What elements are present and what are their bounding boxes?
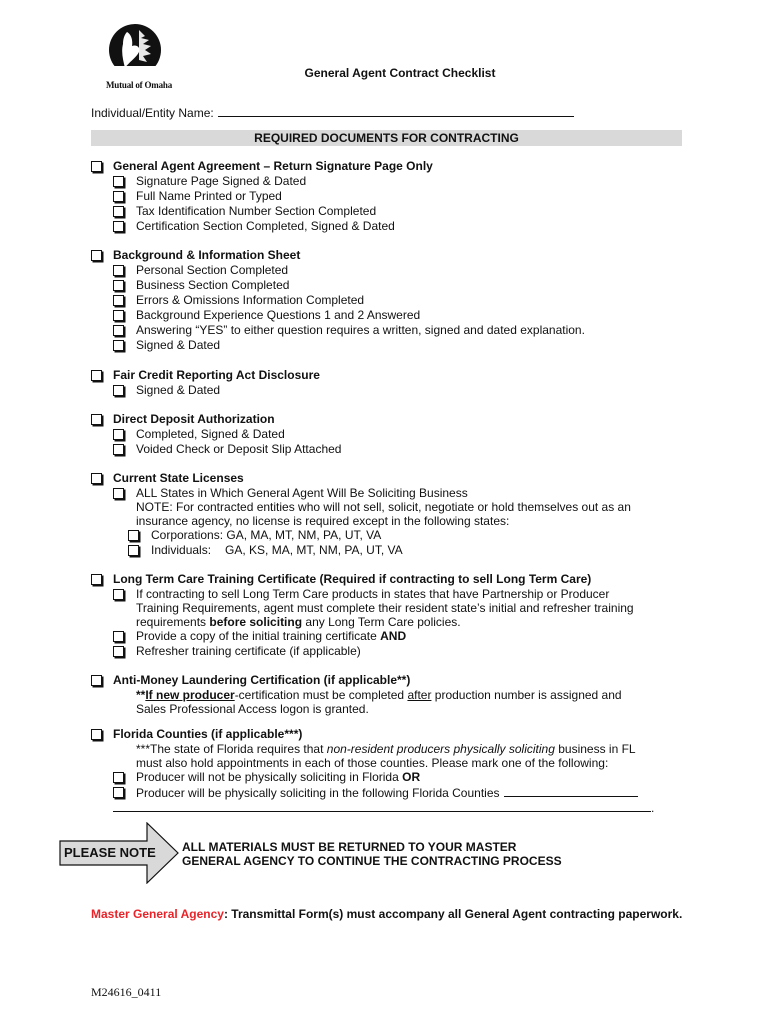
florida-counties-blank[interactable]: [504, 785, 638, 797]
checkbox[interactable]: [113, 631, 124, 642]
section-general-agent-agreement: [91, 159, 691, 234]
list-item: Background Experience Questions 1 and 2 Answered: [136, 308, 421, 322]
checkbox[interactable]: [128, 545, 139, 556]
checkbox[interactable]: [113, 221, 124, 232]
emphasis-text: If new producer: [145, 688, 235, 702]
list-item: Voided Check or Deposit Slip Attached: [136, 442, 342, 456]
entity-name-blank[interactable]: [218, 104, 574, 117]
checkbox[interactable]: [113, 325, 124, 336]
list-item: Refresher training certificate (if applicable): [136, 644, 361, 658]
aml-text: production number is assigned and: [431, 688, 622, 702]
section-long-term-care: [91, 572, 691, 659]
section-current-state-licenses: [91, 471, 691, 558]
please-note-label: PLEASE NOTE: [64, 845, 156, 860]
list-item-cont: any Long Term Care policies.: [302, 615, 461, 629]
individuals-states: GA, KS, MA, MT, NM, PA, UT, VA: [225, 543, 403, 557]
page-title: General Agent Contract Checklist: [304, 66, 496, 80]
checkbox[interactable]: [113, 265, 124, 276]
entity-name-field[interactable]: [91, 104, 574, 120]
return-materials-notice: [182, 840, 562, 868]
period: .: [651, 801, 655, 815]
checkbox[interactable]: [91, 473, 102, 484]
list-item: Certification Section Completed, Signed & Dated: [136, 219, 395, 233]
checkbox[interactable]: [113, 206, 124, 217]
list-item: Signature Page Signed & Dated: [136, 174, 307, 188]
aml-text: Sales Professional Access logon is granted.: [136, 702, 369, 716]
list-item: Producer will not be physically soliciting in Florida: [136, 770, 403, 784]
list-item: Personal Section Completed: [136, 263, 289, 277]
checkbox[interactable]: [91, 574, 102, 585]
checkbox[interactable]: [91, 161, 102, 172]
license-note: NOTE: For contracted entities who will not sell, solicit, negotiate or hold themselves out as an: [136, 500, 631, 514]
checkbox[interactable]: [128, 530, 139, 541]
checkbox[interactable]: [113, 488, 124, 499]
corporations-states: Corporations: GA, MA, MT, NM, PA, UT, VA: [151, 528, 382, 542]
list-item: Full Name Printed or Typed: [136, 189, 282, 203]
section-fair-credit-reporting: [91, 368, 691, 398]
individuals-label: Individuals:: [151, 543, 212, 557]
section-heading: General Agent Agreement – Return Signature Page Only: [113, 159, 433, 173]
section-florida-counties: [91, 727, 691, 815]
list-item: Answering “YES” to either question requires a written, signed and dated explanation.: [136, 323, 585, 337]
list-item: Completed, Signed & Dated: [136, 427, 285, 441]
list-item: Tax Identification Number Section Completed: [136, 204, 377, 218]
florida-text: must also hold appointments in each of those counties. Please mark one of the following:: [136, 756, 609, 770]
checkbox[interactable]: [113, 176, 124, 187]
list-item: If contracting to sell Long Term Care products in states that have Partnership or Producer: [136, 587, 610, 601]
checkbox[interactable]: [113, 429, 124, 440]
emphasis-text: OR: [402, 770, 421, 784]
checkbox[interactable]: [113, 589, 124, 600]
checkbox[interactable]: [91, 250, 102, 261]
aml-text: -certification must be completed: [234, 688, 408, 702]
list-item: Signed & Dated: [136, 383, 221, 397]
entity-name-label: Individual/Entity Name:: [91, 106, 214, 120]
checkbox[interactable]: [113, 787, 124, 798]
checkbox[interactable]: [91, 370, 102, 381]
section-heading: Anti-Money Laundering Certification (if applicable**): [113, 673, 411, 687]
master-general-agency-note: [91, 905, 691, 924]
required-docs-banner: REQUIRED DOCUMENTS FOR CONTRACTING: [91, 130, 682, 146]
emphasis-text: before soliciting: [209, 615, 303, 629]
section-heading: Florida Counties (if applicable***): [113, 727, 303, 741]
master-general-agency-label: Master General Agency: [91, 907, 224, 921]
section-heading: Direct Deposit Authorization: [113, 412, 275, 426]
notice-line: ALL MATERIALS MUST BE RETURNED TO YOUR MASTER: [182, 840, 517, 854]
florida-counties-blank-2[interactable]: [113, 800, 651, 812]
checkbox[interactable]: [113, 340, 124, 351]
florida-text: ***The state of Florida requires that: [136, 742, 327, 756]
list-item: Producer will be physically soliciting in the following Florida Counties: [136, 786, 500, 800]
logo-wordmark: Mutual of Omaha: [106, 80, 173, 90]
checkbox[interactable]: [113, 444, 124, 455]
checkbox[interactable]: [113, 295, 124, 306]
master-note-text: : Transmittal Form(s) must accompany all General Agent contracting paperwork.: [223, 907, 683, 921]
section-heading: Background & Information Sheet: [113, 248, 301, 262]
section-anti-money-laundering: [91, 673, 691, 716]
checkbox[interactable]: [91, 414, 102, 425]
list-item-cont: requirements: [136, 615, 210, 629]
list-item: Business Section Completed: [136, 278, 290, 292]
checkbox[interactable]: [91, 729, 102, 740]
section-heading: Fair Credit Reporting Act Disclosure: [113, 368, 320, 382]
checkbox[interactable]: [113, 310, 124, 321]
list-item: Provide a copy of the initial training certificate: [136, 629, 381, 643]
checkbox[interactable]: [113, 280, 124, 291]
section-background-information: [91, 248, 691, 353]
emphasis-text: after: [407, 688, 432, 702]
emphasis-text: AND: [380, 629, 407, 643]
list-item: ALL States in Which General Agent Will Be Soliciting Business: [136, 486, 468, 500]
section-heading: Long Term Care Training Certificate (Required if contracting to sell Long Term Care): [113, 572, 592, 586]
florida-text: business in FL: [554, 742, 636, 756]
form-code: M24616_0411: [91, 985, 162, 999]
checkbox[interactable]: [113, 772, 124, 783]
notice-line: GENERAL AGENCY TO CONTINUE THE CONTRACTING PROCESS: [182, 854, 562, 868]
checkbox[interactable]: [113, 191, 124, 202]
emphasis-text: non-resident producers physically soliciting: [326, 742, 555, 756]
checkbox[interactable]: [91, 675, 102, 686]
list-item: Signed & Dated: [136, 338, 221, 352]
section-direct-deposit: [91, 412, 691, 457]
checkbox[interactable]: [113, 646, 124, 657]
section-heading: Current State Licenses: [113, 471, 244, 485]
license-note: insurance agency, no license is required except in the following states:: [136, 514, 510, 528]
list-item-cont: Training Requirements, agent must complete their resident state’s initial and refresher training: [136, 601, 634, 615]
asterisk-text: **: [136, 688, 146, 702]
list-item: Errors & Omissions Information Completed: [136, 293, 365, 307]
checkbox[interactable]: [113, 385, 124, 396]
